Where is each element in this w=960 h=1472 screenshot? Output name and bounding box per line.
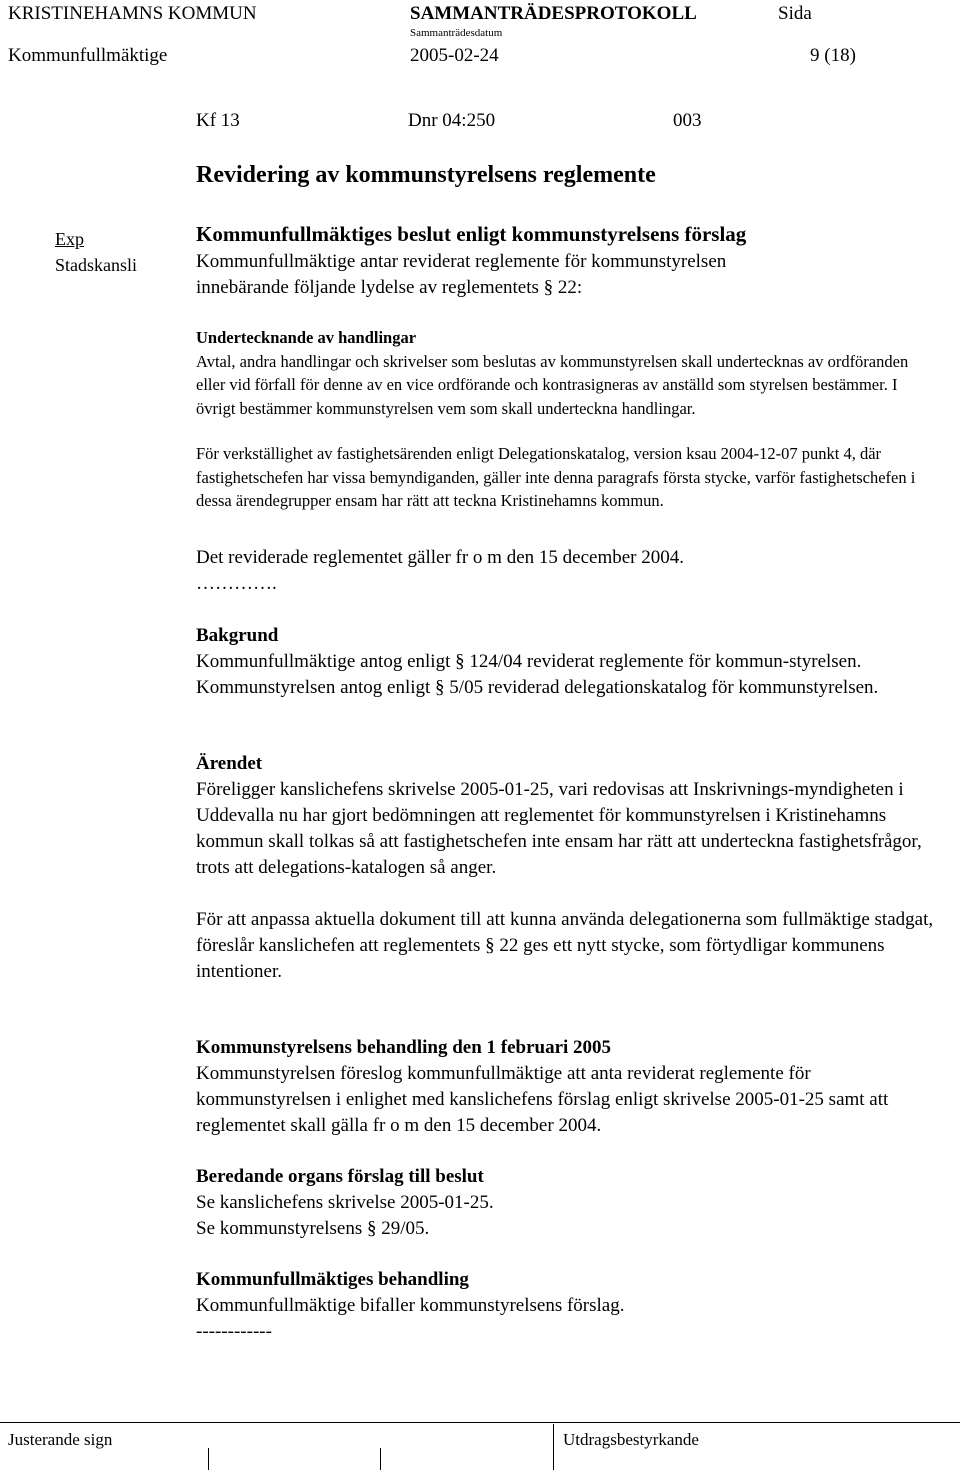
footer-rule [0,1422,960,1423]
decision-line1: Kommunfullmäktige antar reviderat reglemente för kommunstyrelsen [196,251,727,272]
footer-divider-1 [208,1448,209,1470]
matter-heading: Ärendet [196,753,263,774]
header-sida-label: Sida [778,3,812,24]
kf-handling-text: Kommunfullmäktige bifaller kommunstyrelsens förslag. [196,1295,625,1316]
ks-handling-text: Kommunstyrelsen föreslog kommunfullmäktige att anta reviderat reglemente för kommunstyrelsen i enlighet med kanslichefens förslag enligt skrivelse 2005-01-25 samt att reglementet skall gälla fr o m den 15 december 2004. [196,1063,889,1136]
background-text: Kommunfullmäktige antog enligt § 124/04 reviderat reglemente för kommun-styrelsen. Kommunstyrelsen antog enligt § 5/05 reviderad delegationskatalog för kommunstyrelsen. [196,651,879,698]
proposal-line2: Se kommunstyrelsens § 29/05. [196,1218,430,1239]
footer-divider-3 [553,1424,554,1470]
ks-handling-heading: Kommunstyrelsens behandling den 1 februari 2005 [196,1037,612,1058]
footer-extract-label: Utdragsbestyrkande [563,1430,699,1449]
case-paragraph: Kf 13 [196,110,240,131]
header-doc-type: SAMMANTRÄDESPROTOKOLL [410,3,697,24]
margin-exp: Exp [55,229,84,249]
header-date-label: Sammanträdesdatum [410,27,503,39]
matter-para2: För att anpassa aktuella dokument till att kunna använda delegationerna som fullmäktige stadgat, föreslår kanslichefen att reglementets § 22 ges ett nytt stycke, som förtydligar kommunens intentioner. [196,909,934,982]
header-page: 9 (18) [810,45,856,66]
footer-divider-2 [380,1448,381,1470]
proposal-heading: Beredande organs förslag till beslut [196,1166,484,1187]
header-body-name: Kommunfullmäktige [8,45,168,66]
decision-heading: Kommunfullmäktiges beslut enligt kommunstyrelsens förslag [196,222,747,246]
rule-para2: För verkställighet av fastighetsärenden enligt Delegationskatalog, version ksau 2004-12-07 punkt 4, där fastighetschefen har vissa bemyndiganden, gäller inte denna paragrafs första stycke, varför fastighetschefen i dessa ärendegrupper ensam har rätt att teckna Kristinehamns kommun. [196,444,916,510]
kf-handling-heading: Kommunfullmäktiges behandling [196,1269,469,1290]
case-code: 003 [673,110,702,131]
decision-line2: innebärande följande lydelse av reglementets § 22: [196,277,583,298]
kf-handling-dashes: ------------ [196,1321,272,1342]
proposal-line1: Se kanslichefens skrivelse 2005-01-25. [196,1192,494,1213]
matter-para1: Föreligger kanslichefens skrivelse 2005-01-25, vari redovisas att Inskrivnings-myndigheten i Uddevalla nu har gjort bedömningen att reglementet för kommunstyrelsen i Kristinehamns kommun skall tolkas så att fastighetschefen inte ensam har rätt att underteckna fastighetsfrågor, trots att delegations-katalogen så anger. [196,779,922,878]
margin-recipient: Stadskansli [55,255,138,275]
case-title: Revidering av kommunstyrelsens reglemente [196,162,656,188]
rule-para1: Avtal, andra handlingar och skrivelser som beslutas av kommunstyrelsen skall undertecknas av ordföranden eller vid förfall för denne av en vice ordförande och kontrasigneras av anställd som styrelsen bestämmer. I övrigt bestämmer kommunstyrelsen vem som skall underteckna handlingar. [196,351,909,418]
case-dnr: Dnr 04:250 [408,110,496,131]
footer-sign-label: Justerande sign [8,1430,113,1449]
validity-text: Det reviderade reglementet gäller fr o m den 15 december 2004. [196,547,684,568]
dots-separator: …………. [196,573,277,594]
header-date: 2005-02-24 [410,45,499,66]
header-org: KRISTINEHAMNS KOMMUN [8,3,257,24]
background-heading: Bakgrund [196,625,279,646]
rule-heading: Undertecknande av handlingar [196,328,417,347]
